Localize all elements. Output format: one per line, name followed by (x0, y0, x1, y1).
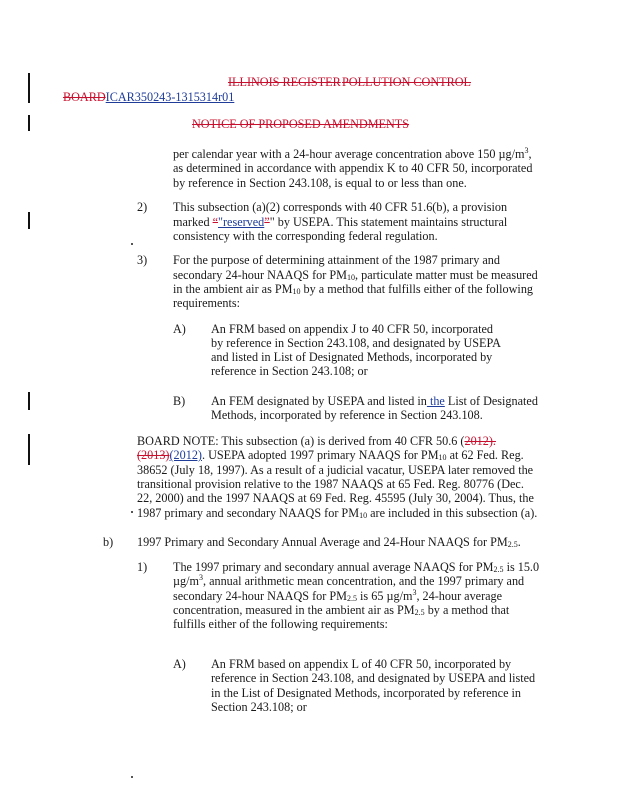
deleted-text: (2013) (137, 448, 170, 462)
board-note-line: 38652 (July 18, 1997). As a result of a judicial vacatur, USEPA later removed the (137, 463, 534, 477)
text-line: reference in Section 243.108, and designated by USEPA and listed (211, 671, 536, 685)
text-line: Methods, incorporated by reference in Section 243.108. (211, 408, 483, 422)
text-line: per calendar year with a 24-hour average concentration above 150 $\mu g/m^3$, (173, 145, 532, 161)
text: An FEM designated by USEPA and listed in (211, 394, 427, 408)
text-line: in the List of Designated Methods, incorporated by reference in (211, 686, 522, 700)
text: marked (173, 215, 213, 229)
text-line: secondary 24-hour NAAQS for $PM_{2.5}$ is 65 $\mu g/m^3$, 24-hour average (173, 587, 503, 603)
text-line: The 1997 primary and secondary annual average NAAQS for $PM_{2.5}$ is 15.0 (173, 560, 540, 574)
text: " by USEPA. This statement maintains structural (269, 215, 508, 229)
text-line: concentration, measured in the ambient air as $PM_{2.5}$ by a method that (173, 603, 510, 617)
text-line: This subsection (a)(2) corresponds with 40 CFR 51.6(b), a provision (173, 200, 508, 214)
section-title: 1997 Primary and Secondary Annual Average and 24-Hour NAAQS for $PM_{2.5}$. (137, 535, 521, 549)
deleted-quote: ” (264, 215, 270, 229)
item-number: 1) (137, 560, 148, 574)
change-bar (28, 73, 30, 103)
board-note-line (137, 448, 524, 462)
deleted-quote: “ (212, 215, 219, 229)
inserted-text: the (426, 394, 445, 408)
text-line: An FRM based on appendix L of 40 CFR 50, incorporated by (211, 657, 512, 671)
text-line: reference in Section 243.108; or (211, 364, 368, 378)
text-line: $\mu g/m^3$, annual arithmetic mean concentration, and the 1997 primary and (173, 572, 525, 588)
text-line: For the purpose of determining attainment of the 1987 primary and (173, 253, 500, 267)
inserted-text: (2012) (169, 448, 202, 462)
text-line (173, 215, 507, 229)
text-line: as determined in accordance with appendix K to 40 CFR 50, incorporated (173, 161, 533, 175)
register-title: ILLINOIS REGISTER (228, 75, 341, 89)
text: List of Designated (444, 394, 538, 408)
item-number: B) (173, 394, 186, 408)
board-deleted: BOARD (63, 90, 106, 104)
text-line: Section 243.108; or (211, 700, 307, 714)
text: "reserved (218, 215, 265, 229)
speck (131, 243, 133, 245)
item-number: A) (173, 322, 186, 336)
board-line (63, 90, 234, 104)
text-line: secondary 24-hour NAAQS for $PM_{10}$, particulate matter must be measured (173, 268, 538, 282)
text-line (211, 394, 538, 408)
text-line: by reference in Section 243.108, and designated by USEPA (211, 336, 501, 350)
change-bar (28, 212, 30, 229)
text: BOARD NOTE: This subsection (a) is derived from 40 CFR 50.6 ( (137, 434, 465, 448)
change-bar (28, 434, 30, 465)
notice-title: NOTICE OF PROPOSED AMENDMENTS (192, 117, 410, 131)
board-note-line: 1987 primary and secondary NAAQS for $PM_{10}$ are included in this subsection (a). (137, 506, 538, 520)
text-line: by reference in Section 243.108, is equal to or less than one. (173, 176, 467, 190)
item-number: A) (173, 657, 186, 671)
change-bar (28, 115, 30, 131)
item-number: 2) (137, 200, 148, 214)
speck (131, 511, 133, 513)
text: . USEPA adopted 1997 primary NAAQS for $PM_{10}$ at 62 Fed. Reg. (202, 448, 524, 462)
board-note-line: transitional provision relative to the 1987 NAAQS at 65 Fed. Reg. 80776 (Dec. (137, 477, 524, 491)
section-number: b) (103, 535, 114, 549)
deleted-text: 2012). (464, 434, 496, 448)
item-number: 3) (137, 253, 148, 267)
speck (131, 776, 133, 778)
text-line: consistency with the corresponding federal regulation. (173, 229, 438, 243)
text-line: fulfills either of the following requirements: (173, 617, 388, 631)
text-line: in the ambient air as $PM_{10}$ by a method that fulfills either of the following (173, 282, 534, 296)
board-note-line: 22, 2000) and the 1997 NAAQS at 69 Fed. Reg. 45595 (July 30, 2004). Thus, the (137, 491, 534, 505)
text-line: requirements: (173, 296, 241, 310)
agency-title: POLLUTION CONTROL (342, 75, 471, 89)
board-note-line (137, 434, 496, 448)
change-bar (28, 392, 30, 410)
doc-id: ICAR350243-1315314r01 (105, 90, 235, 104)
text-line: and listed in List of Designated Methods, incorporated by (211, 350, 493, 364)
text-line: An FRM based on appendix J to 40 CFR 50, incorporated (211, 322, 493, 336)
